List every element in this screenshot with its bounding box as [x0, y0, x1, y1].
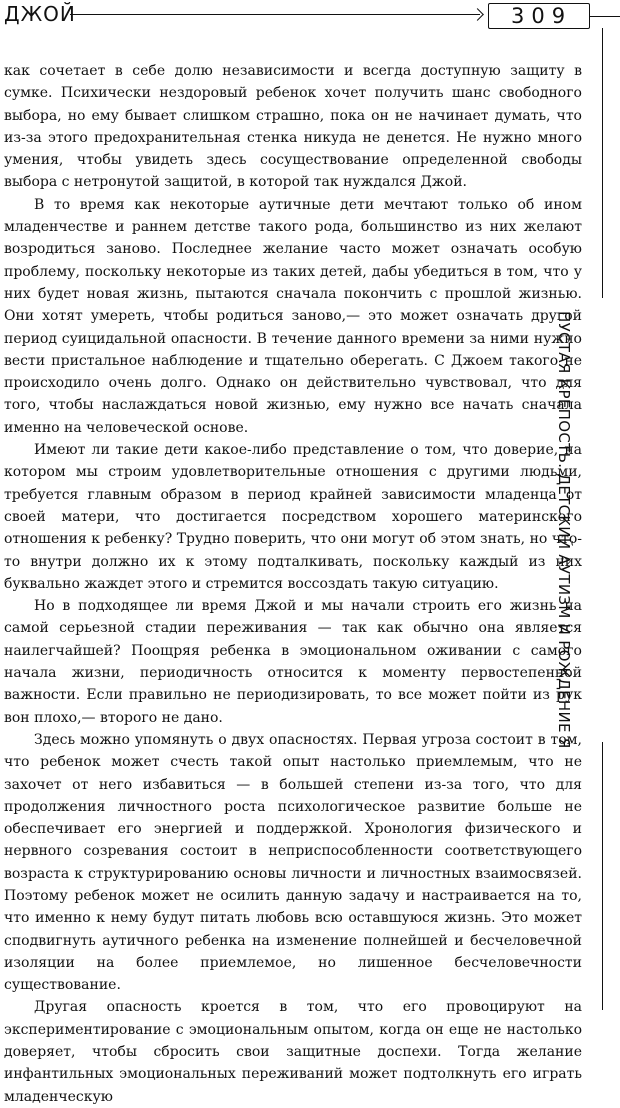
side-rule-top [602, 28, 603, 298]
paragraph-5: Здесь можно упомянуть о двух опасностях. Первая угроза состоит в том, что ребенок может счесть такой опыт настолько приемлемым, что не захочет от него избавиться — в большей степени из-за того, что для продолжения личностного роста психологическое развитие больше не обеспечивает его энергией и поддержкой. Хронология физического и нервного созревания состоит в неприспособленности соответствующего возраста к структурированию основы личности и личностных взаимосвязей. Поэтому ребенок может не осилить данную задачу и настраивается на то, что именно к нему будут питать любовь всю оставшуюся жизнь. Это может сподвигнуть аутичного ребенка на изменение полнейшей и бесчеловечной изоляции на более приемлемое, но лишенное бесчеловечности существование. [4, 731, 582, 994]
page-number-digit: 3 [510, 4, 527, 28]
paragraph-6: Другая опасность кроется в том, что его провоцируют на экспериментирование с эмоциональным опытом, когда он еще не настолько доверяет, чтобы сбросить свои защитные доспехи. Тогда желание инфантильных эмоциональных переживаний может подтолкнуть его играть младенческую [4, 999, 582, 1105]
paragraph-4: Но в подходящее ли время Джой и мы начали строить его жизнь на самой серьезной стадии переживания — так как обычно она является наилегчайшей? Поощряя ребенка в эмоциональном оживании с самого начала жизни, периодичность относится к моменту первостепенной важности. Если правильно не периодизировать, то все может пойти из рук вон плохо,— второго не дано. [4, 598, 582, 726]
paragraph-1: как сочетает в себе долю независимости и всегда доступную защиту в сумке. Психически нездоровый ребенок хочет получить шанс свободного выбора, но ему бывает слишком страшно, пока он не начинает думать, что из-за этого предохранительная стенка никуда не денется. Не нужно много умения, чтобы увидеть здесь сосуществование определенной свободы выбора с нетронутой защитой, в которой так нуждался Джой. [4, 63, 582, 191]
header-rule-tail [590, 16, 620, 17]
paragraph-3: Имеют ли такие дети какое-либо представление о том, что доверие, на котором мы строим удовлетворительные отношения с другими людьми, требуется главным образом в период крайней зависимости младенца от своей матери, что достигается посредством хорошего материнского отношения к ребенку? Трудно поверить, что они могут об этом знать, но что-то внутри должно их к этому подталкивать, поскольку каждый из них буквально жаждет этого и стремится воссоздать такую ситуацию. [4, 442, 582, 592]
running-head: ДЖОЙ [4, 2, 76, 26]
page-number [488, 3, 590, 29]
page-number-digit: 0 [531, 4, 547, 28]
paragraph-2: В то время как некоторые аутичные дети мечтают только об ином младенчестве и раннем детстве такого рода, большинство из них желают возродиться заново. Последнее желание часто может означать особую проблему, поскольку некоторые из таких детей, дабы убедиться в том, что у них будет новая жизнь, пытаются сначала покончить с прошлой жизнью. Они хотят умереть, чтобы родиться заново,— это может означать другой период суицидальной опасности. В течение данного времени за ними нужно вести пристальное наблюдение и тщательно оберегать. С Джоем такого не происходило очень долго. Однако он действительно чувствовал, что для того, чтобы наслаждаться новой жизнью, ему нужно все начать сначала именно на человеческой основе. [4, 196, 582, 436]
page-number-digit: 9 [551, 4, 568, 28]
body-text [4, 60, 582, 1108]
header-rule-arrow [70, 14, 480, 15]
side-rule-bottom [602, 742, 603, 1010]
side-running-title: ПУСТАЯ КРЕПОСТЬ. ДЕТСКИЙ АУТИЗМ И РОЖДЕНИЕ Я [555, 311, 573, 749]
page-header [0, 0, 620, 44]
